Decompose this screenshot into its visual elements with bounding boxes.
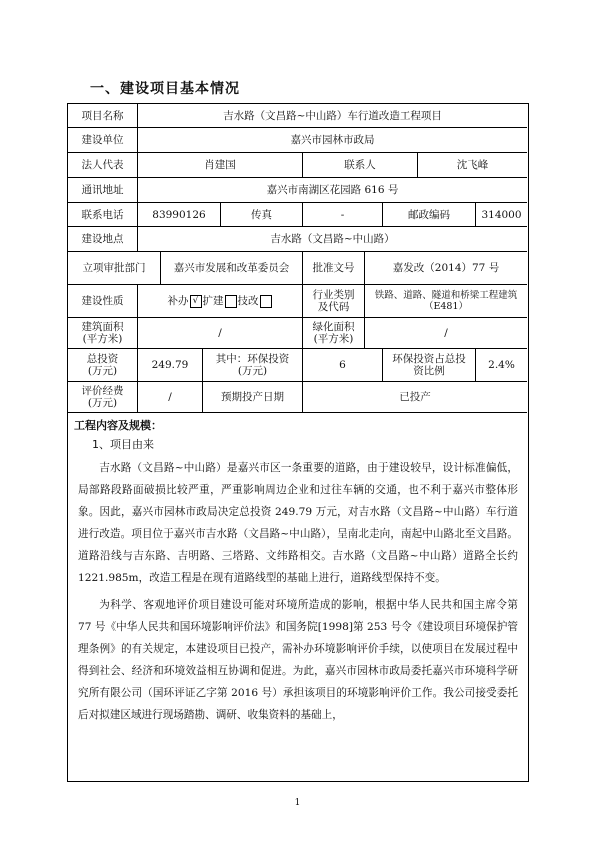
approval-dept: 嘉兴市发展和改革委员会 — [161, 252, 303, 284]
project-name: 吉水路（文昌路~中山路）车行道改造工程项目 — [223, 109, 442, 122]
env-ratio: 2.4% — [488, 359, 515, 371]
checkbox-checked: √ — [190, 295, 202, 308]
env-invest: 6 — [303, 349, 383, 381]
builder: 嘉兴市园林市政局 — [290, 134, 375, 146]
table-row — [68, 349, 527, 382]
industry: 铁路、道路、隧道和桥梁工程建筑（E481） — [374, 290, 518, 312]
nature-options — [138, 285, 303, 317]
approval-no-label: 批准文号 — [303, 252, 365, 284]
address-label: 通讯地址 — [68, 178, 138, 202]
investment-label: 总投资(万元) — [68, 349, 138, 381]
nature-option-3: 技改 — [237, 295, 259, 307]
table-row — [68, 203, 527, 227]
location: 吉水路（文昌路~中山路） — [270, 233, 395, 245]
address: 嘉兴市南湖区花园路 616 号 — [266, 184, 399, 196]
location-label: 建设地点 — [68, 227, 138, 251]
checkbox-empty — [260, 295, 272, 308]
phone: 83990126 — [138, 203, 221, 226]
table-row — [68, 128, 527, 153]
page-number: 1 — [294, 798, 301, 808]
table-row — [68, 318, 527, 349]
table-row — [68, 252, 527, 285]
postcode-label: 邮政编码 — [383, 203, 476, 226]
env-ratio-label: 环保投资占总投资比例 — [383, 349, 476, 381]
contact-label: 联系人 — [303, 153, 418, 177]
postcode: 314000 — [481, 208, 522, 221]
table-row — [68, 178, 527, 203]
env-invest-label: 其中：环保投资(万元) — [203, 349, 303, 381]
paragraph: 吉水路（文昌路~中山路）是嘉兴市区一条重要的道路，由于建设较早，设计标准偏低，局部路段路面破损比较严重，严重影响周边企业和过往车辆的交通，也不利于嘉兴市整体形象。因此，嘉兴市园林市政局决定总投资 249.79 万元，对吉水路（文昌路~中山路）车行道进行改造。项目位于嘉兴市吉水路（文昌路~中山路），呈南北走向，南起中山路北至文昌路。道路沿线与吉东路、吉明路、三塔路、文纬路相交。吉水路（文昌路~中山路）道路全长约 1221.985m，改造工程是在现有道路线型的基础上进行，道路线型保持不变。 — [78, 462, 518, 584]
checkbox-empty — [225, 295, 237, 308]
table-row — [68, 153, 527, 178]
production-date-label: 预期投产日期 — [203, 382, 303, 412]
nature-option-2: 扩建 — [202, 295, 224, 307]
project-name-label: 项目名称 — [68, 104, 138, 127]
investment: 249.79 — [138, 349, 203, 381]
nature-label: 建设性质 — [68, 285, 138, 317]
table-row — [68, 285, 527, 318]
approval-no: 嘉发改（2014）77 号 — [392, 262, 500, 274]
nature-option-1: 补办 — [167, 295, 189, 307]
floor-area-label: 建筑面积(平方米) — [68, 318, 138, 348]
contact: 沈飞峰 — [456, 159, 489, 171]
project-scope — [74, 417, 522, 726]
builder-label: 建设单位 — [68, 128, 138, 152]
scope-title: 工程内容及规模： — [74, 419, 162, 432]
section-heading: 一、建设项目基本情况 — [90, 81, 240, 97]
info-table — [67, 103, 529, 782]
eval-cost: / — [138, 382, 203, 412]
green-area-label: 绿化面积(平方米) — [303, 318, 365, 348]
industry-label: 行业类别及代码 — [303, 285, 365, 317]
paragraph: 为科学、客观地评价项目建设可能对环境所造成的影响，根据中华人民共和国主席令第 77 号《中华人民共和国环境影响评价法》和国务院[1998]第 253 号令《建设项目环境保护管理条例》的有关规定，本建设项目已投产，需补办环境影响评价手续，以使项目在发展过程中得到社会、经济和环境效益相互协调和促进。为此，嘉兴市园林市政局委托嘉兴市环境科学研究所有限公司（国环评证乙字第 2016 号）承担该项目的环境影响评价工作。我公司接受委托后对拟建区域进行现场踏勘、调研、收集资料的基础上， — [78, 599, 518, 721]
table-row — [68, 227, 527, 252]
table-row — [68, 104, 527, 128]
legal-rep: 肖建国 — [138, 153, 303, 177]
fax-label: 传真 — [221, 203, 303, 226]
fax: - — [303, 203, 383, 226]
eval-cost-label: 评价经费(万元) — [68, 382, 138, 412]
phone-label: 联系电话 — [68, 203, 138, 226]
legal-rep-label: 法人代表 — [68, 153, 138, 177]
green-area: / — [444, 327, 448, 339]
floor-area: / — [138, 318, 303, 348]
table-row — [68, 382, 527, 413]
approval-dept-label: 立项审批部门 — [68, 252, 161, 284]
production-date: 已投产 — [399, 391, 431, 403]
scope-subtitle: 1、项目由来 — [92, 438, 154, 451]
